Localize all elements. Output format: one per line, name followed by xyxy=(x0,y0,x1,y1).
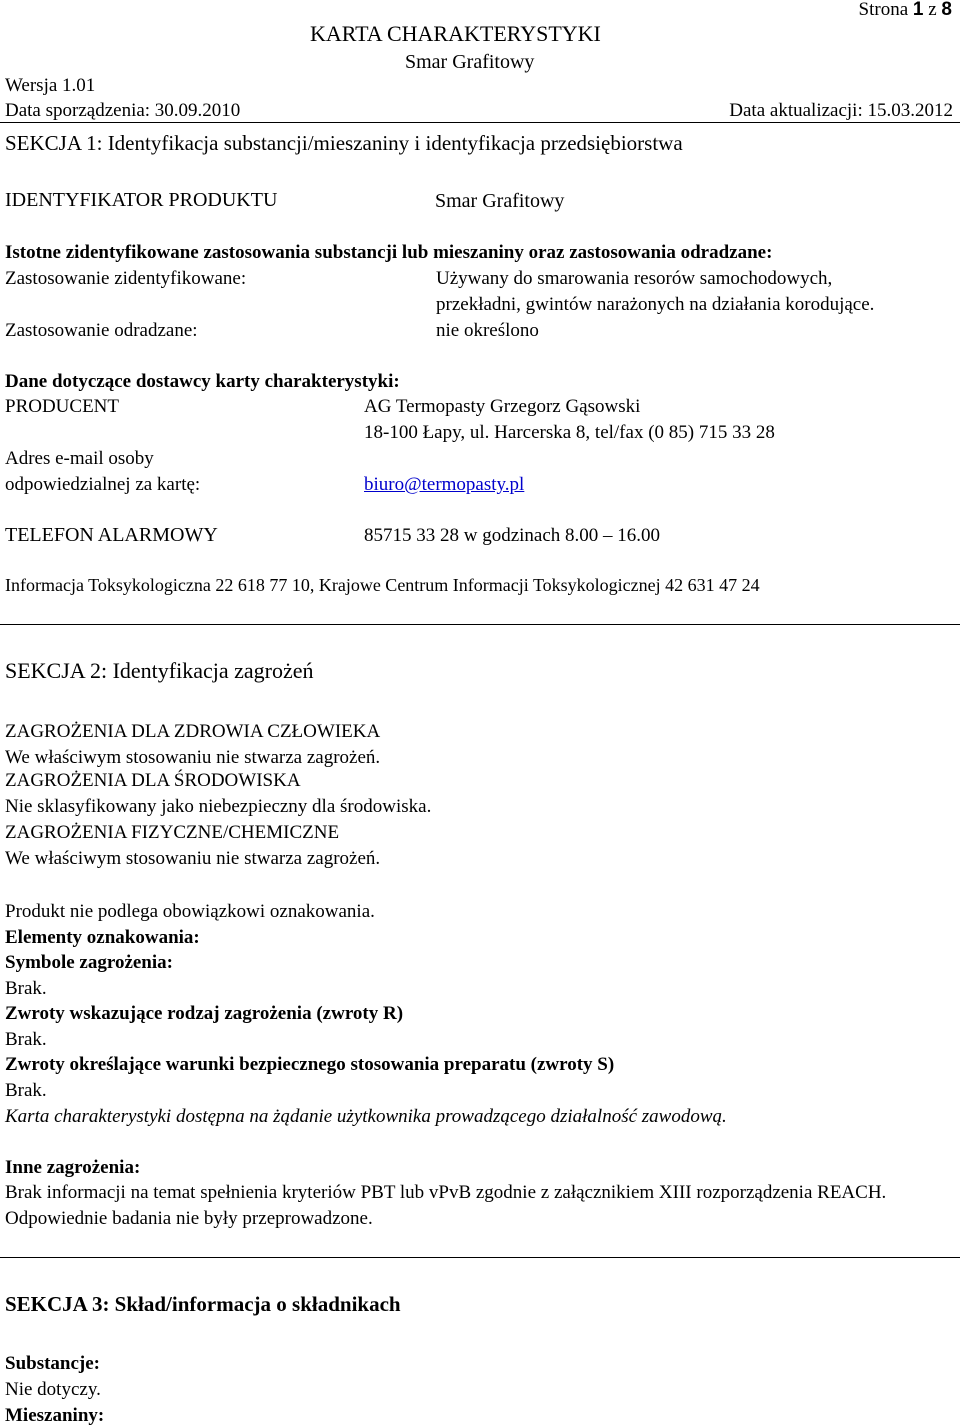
emergency-value: 85715 33 28 w godzinach 8.00 – 16.00 xyxy=(364,525,661,546)
advised-against-value: nie określono xyxy=(436,320,539,341)
page-total: 8 xyxy=(941,0,952,20)
label-elements-heading: Elementy oznakowania: xyxy=(5,927,200,948)
identified-use-line1: Używany do smarowania resorów samochodowych, xyxy=(436,268,833,289)
producer-address: 18-100 Łapy, ul. Harcerska 8, tel/fax (0 85) 715 33 28 xyxy=(364,422,775,443)
page-number xyxy=(859,0,952,19)
section2-divider xyxy=(0,1257,960,1258)
symbols-value: Brak. xyxy=(5,978,47,999)
email-link[interactable]: biuro@termopasty.pl xyxy=(364,474,525,495)
labeling-text: Produkt nie podlega obowiązkowi oznakowania. xyxy=(5,901,375,922)
r-phrases-heading: Zwroty wskazujące rodzaj zagrożenia (zwroty R) xyxy=(5,1003,404,1024)
section3-heading: SEKCJA 3: Skład/informacja o składnikach xyxy=(5,1292,401,1316)
other-hazards-heading: Inne zagrożenia: xyxy=(5,1157,141,1178)
toxicology-info: Informacja Toksykologiczna 22 618 77 10, Krajowe Centrum Informacji Toksykologicznej 42 631 47 24 xyxy=(5,575,760,595)
product-id-label: IDENTYFIKATOR PRODUKTU xyxy=(5,189,278,211)
page-current: 1 xyxy=(912,0,924,20)
updated-date: Data aktualizacji: 15.03.2012 xyxy=(729,100,953,121)
uses-heading: Istotne zidentyfikowane zastosowania substancji lub mieszaniny oraz zastosowania odradzane: xyxy=(5,242,773,263)
env-heading: ZAGROŻENIA DLA ŚRODOWISKA xyxy=(5,770,301,791)
document-title: KARTA CHARAKTERYSTYKI xyxy=(310,21,601,46)
symbols-heading: Symbole zagrożenia: xyxy=(5,952,173,973)
s-phrases-value: Brak. xyxy=(5,1080,47,1101)
phys-heading: ZAGROŻENIA FIZYCZNE/CHEMICZNE xyxy=(5,822,340,843)
identified-use-line2: przekładni, gwintów narażonych na działania korodujące. xyxy=(436,294,875,315)
supplier-heading: Dane dotyczące dostawcy karty charakterystyki: xyxy=(5,371,400,392)
advised-against-label: Zastosowanie odradzane: xyxy=(5,320,198,341)
availability-note: Karta charakterystyki dostępna na żądanie użytkownika prowadzącego działalność zawodową. xyxy=(5,1106,727,1127)
substances-heading: Substancje: xyxy=(5,1353,101,1374)
r-phrases-value: Brak. xyxy=(5,1029,47,1050)
substances-value: Nie dotyczy. xyxy=(5,1379,101,1400)
producer-name: AG Termopasty Grzegorz Gąsowski xyxy=(364,396,641,417)
page-of: z xyxy=(928,0,937,20)
email-label-line2: odpowiedzialnej za kartę: xyxy=(5,474,201,495)
s-phrases-heading: Zwroty określające warunki bezpiecznego stosowania preparatu (zwroty S) xyxy=(5,1054,615,1075)
emergency-label: TELEFON ALARMOWY xyxy=(5,524,218,546)
env-text: Nie sklasyfikowany jako niebezpieczny dla środowiska. xyxy=(5,796,432,817)
section1-heading: SEKCJA 1: Identyfikacja substancji/mieszaniny i identyfikacja przedsiębiorstwa xyxy=(5,131,683,155)
document-subtitle: Smar Grafitowy xyxy=(405,51,535,73)
created-date: Data sporządzenia: 30.09.2010 xyxy=(5,100,241,121)
phys-text: We właściwym stosowaniu nie stwarza zagrożeń. xyxy=(5,848,381,869)
other-hazards-text: Brak informacji na temat spełnienia kryteriów PBT lub vPvB zgodnie z załącznikiem XIII rozporządzenia REACH. Odpowiednie badania nie były przeprowadzone. xyxy=(5,1182,887,1229)
section1-divider xyxy=(0,624,960,625)
product-name: Smar Grafitowy xyxy=(435,190,565,212)
header-divider xyxy=(0,122,960,123)
version: Wersja 1.01 xyxy=(5,75,96,96)
mixtures-heading: Mieszaniny: xyxy=(5,1405,105,1426)
health-heading: ZAGROŻENIA DLA ZDROWIA CZŁOWIEKA xyxy=(5,721,381,742)
producer-label: PRODUCENT xyxy=(5,396,120,417)
section2-heading: SEKCJA 2: Identyfikacja zagrożeń xyxy=(5,658,314,683)
health-text: We właściwym stosowaniu nie stwarza zagrożeń. xyxy=(5,747,381,768)
identified-use-label: Zastosowanie zidentyfikowane: xyxy=(5,268,247,289)
email-label-line1: Adres e-mail osoby xyxy=(5,448,154,469)
page-label: Strona xyxy=(858,0,909,20)
